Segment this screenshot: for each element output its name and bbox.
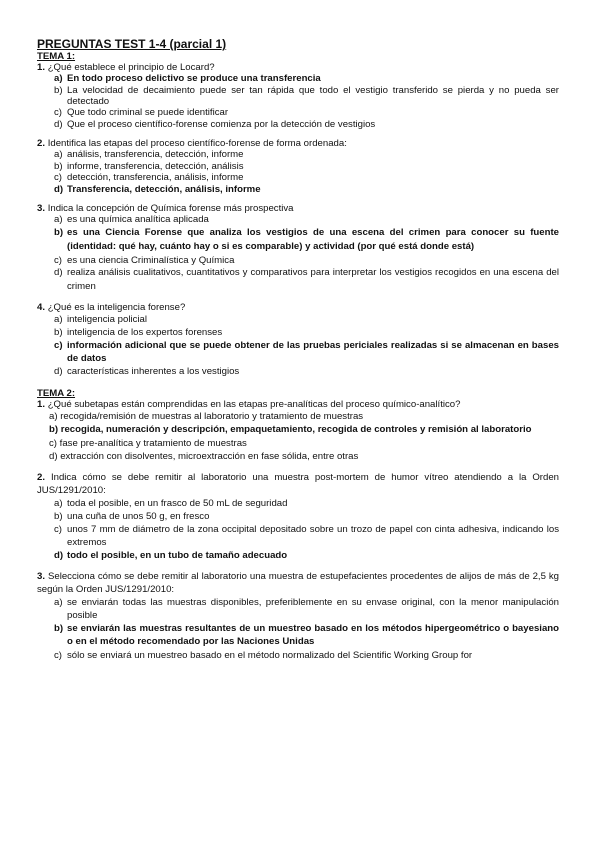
option-c: c) fase pre-analítica y tratamiento de muestras [49,437,247,449]
option-list [37,149,559,195]
option-list [37,214,559,294]
option-c: c) información adicional que se puede obtener de las pruebas periciales realizadas si se almacenan en bases de datos [54,340,559,365]
question-block [37,471,559,562]
question-text: 1. ¿Qué subetapas están comprendidas en las etapas pre-analíticas del proceso químico-analítico? [37,399,461,411]
option-d: d) Que el proceso científico-forense comienza por la detección de vestigios [54,118,376,130]
option-d: d) realiza análisis cualitativos, cuantitativos y comparativos para interpretar los vestigios recogidos en una escena del crimen [54,267,559,293]
option-b: b) es una Ciencia Forense que analiza los vestigios de una escena del crimen para conocer su fuente (identidad: qué hay, cuánto hay o si es comparable) y actividad (por qué está donde está) [54,226,559,253]
option-list [37,313,559,378]
question-block [37,138,559,195]
option-b: b) una cuña de unos 50 g, en fresco [54,510,210,522]
question-block [37,203,559,294]
option-d: d) características inherentes a los vestigios [54,366,240,378]
option-a: a) se enviarán todas las muestras disponibles, preferiblemente en su envase original, con la menor manipulación posible [54,596,559,621]
question-text: 3. Selecciona cómo se debe remitir al laboratorio una muestra de estupefacientes procedentes de alijos de más de 2,5 kg según la Orden JUS/1291/2010: [37,570,559,595]
option-list [37,596,559,662]
option-d: d) Transferencia, detección, análisis, informe [54,183,261,195]
option-c: c) unos 7 mm de diámetro de la zona occipital depositado sobre un trozo de papel con cinta adhesiva, indicando los extremos [54,523,559,548]
option-c: c) Que todo criminal se puede identificar [54,107,229,119]
tema-2-heading: TEMA 2: [37,388,76,400]
option-list [37,410,559,463]
document-title: PREGUNTAS TEST 1-4 (parcial 1) [37,37,227,51]
option-c: c) detección, transferencia, análisis, informe [54,172,244,184]
option-a: a) En todo proceso delictivo se produce una transferencia [54,73,321,85]
option-list [37,73,559,130]
question-text: 2. Identifica las etapas del proceso científico-forense de forma ordenada: [37,138,347,150]
option-a: a) toda el posible, en un frasco de 50 mL de seguridad [54,497,288,509]
option-c: c) sólo se enviará un muestreo basado en el método normalizado del Scientific Working Group for [54,649,473,661]
question-text: 1. ¿Qué establece el principio de Locard? [37,62,215,73]
option-a: a) es una química analítica aplicada [54,214,209,226]
question-text: 2. Indica cómo se debe remitir al laboratorio una muestra post-mortem de humor vítreo atendiendo a la Orden JUS/1291/2010: [37,471,560,496]
option-b: b) se enviarán las muestras resultantes de un muestreo basado en los métodos hipergeométrico o bayesiano o en el método recomendado por las Naciones Unidas [54,622,559,648]
tema-1-heading: TEMA 1: [37,51,76,62]
question-text: 3. Indica la concepción de Química forense más prospectiva [37,203,294,215]
option-b: b) recogida, numeración y descripción, empaquetamiento, recogida de controles y remisión al laboratorio [49,424,532,436]
document-page [37,38,559,662]
option-b: b) informe, transferencia, detección, análisis [54,160,244,172]
question-block [37,302,559,378]
question-block [37,62,559,130]
option-a: a) recogida/remisión de muestras al laboratorio y tratamiento de muestras [49,411,364,423]
question-block [37,399,559,463]
option-d: d) extracción con disolventes, microextracción en fase sólida, entre otras [49,450,359,462]
option-c: c) es una ciencia Criminalística y Química [54,254,235,266]
option-a: a) análisis, transferencia, detección, informe [54,149,244,161]
option-list [37,497,559,562]
option-b: b) La velocidad de decaimiento puede ser tan rápida que todo el vestigio transferido se pierda y no pueda ser detectado [54,84,559,108]
option-a: a) inteligencia policial [54,314,147,326]
question-block [37,570,559,662]
option-b: b) inteligencia de los expertos forenses [54,327,223,339]
question-text: 4. ¿Qué es la inteligencia forense? [37,302,186,314]
option-d: d) todo el posible, en un tubo de tamaño adecuado [54,549,288,561]
